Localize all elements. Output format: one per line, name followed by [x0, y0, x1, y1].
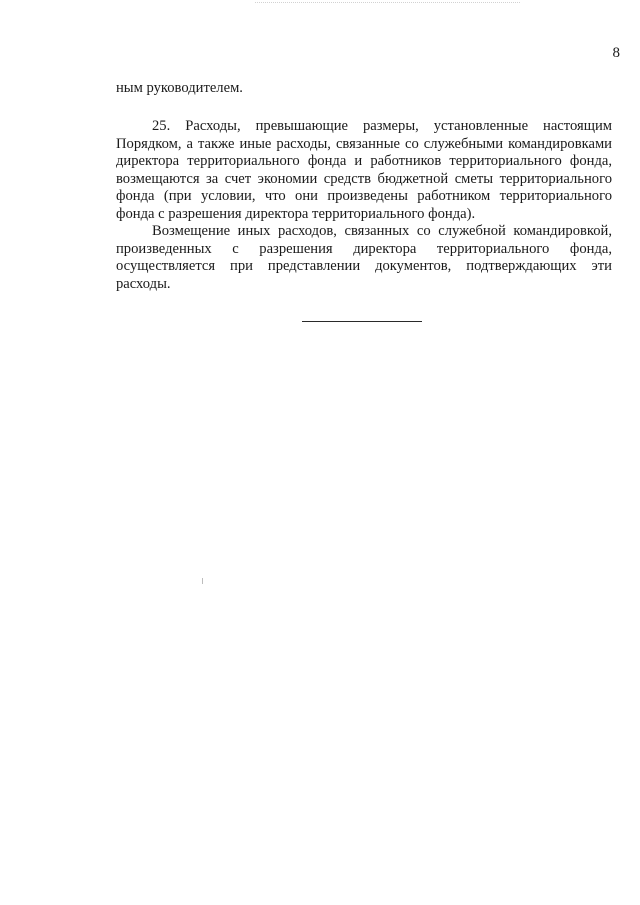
paragraph-25: 25. Расходы, превышающие размеры, установленные настоящим Порядком, а также иные расходы, связанные со служебными командировками директора территориального фонда и работников территориального фонда, возмещаются за счет экономии средств бюджетной сметы территориального фонда (при условии, что они произведены работником территориального фонда с разрешения директора территориального фонда). — [116, 118, 612, 222]
scan-speck — [202, 578, 203, 584]
end-separator-line — [302, 321, 422, 322]
paragraph-reimbursement: Возмещение иных расходов, связанных со служебной командировкой, произведенных с разрешения директора территориального фонда, осуществляется при представлении документов, подтверждающих эти расходы. — [116, 223, 612, 292]
page-number: 8 — [612, 45, 620, 61]
continuation-line: ным руководителем. — [116, 80, 243, 96]
scan-artifact — [255, 2, 520, 6]
